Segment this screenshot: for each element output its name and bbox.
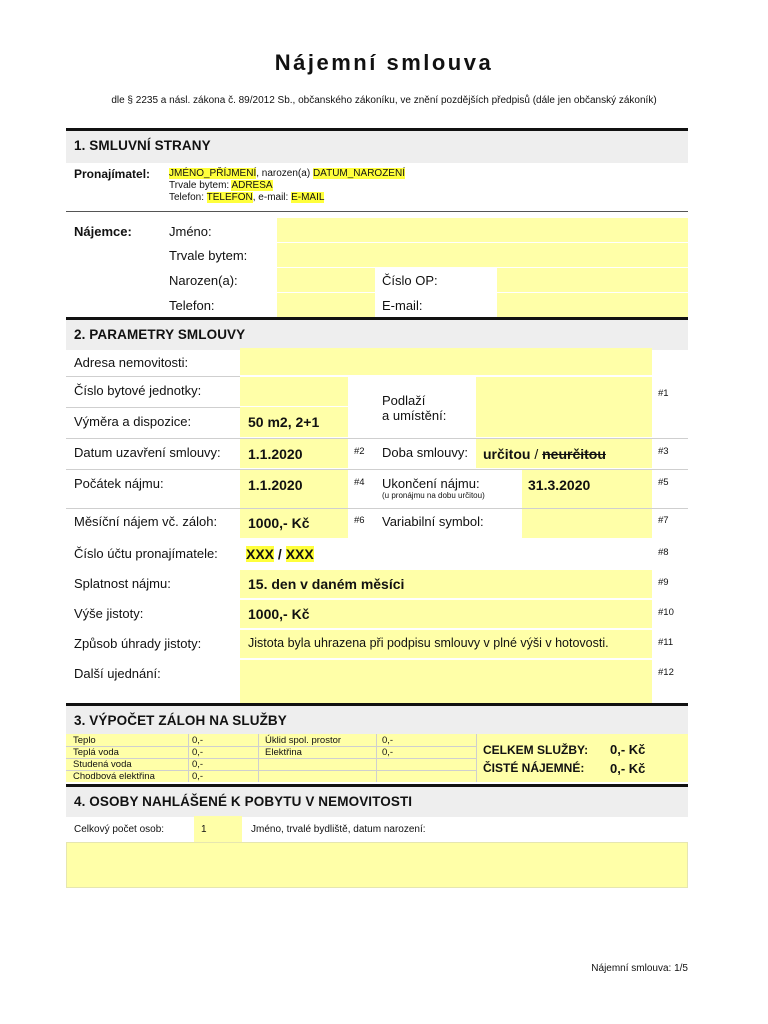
rent-value: 1000,- Kč <box>248 515 310 531</box>
divider <box>376 734 377 782</box>
vs-field[interactable] <box>522 509 652 538</box>
unit-number-field[interactable] <box>240 377 348 406</box>
end-value: 31.3.2020 <box>528 477 591 493</box>
divider <box>66 376 240 377</box>
tenant-phone-label: Telefon: <box>169 298 215 313</box>
sign-date-label: Datum uzavření smlouvy: <box>74 445 221 460</box>
service-value[interactable]: 0,- <box>192 747 204 758</box>
term-label: Doba smlouvy: <box>382 445 468 460</box>
service-value[interactable]: 0,- <box>382 735 394 746</box>
ref-4: #4 <box>354 477 365 488</box>
persons-count-label: Celkový počet osob: <box>74 824 165 835</box>
section-1-heading: 1. SMLUVNÍ STRANY <box>66 128 688 163</box>
landlord-birth-placeholder[interactable]: DATUM_NAROZENÍ <box>312 168 405 179</box>
end-note: (u pronájmu na dobu určitou) <box>382 491 485 500</box>
start-label: Počátek nájmu: <box>74 476 164 491</box>
tenant-address-field[interactable] <box>277 243 688 267</box>
persons-names-label: Jméno, trvalé bydliště, datum narození: <box>251 824 426 835</box>
page-subtitle: dle § 2235 a násl. zákona č. 89/2012 Sb., občanského zákoníku, ve znění pozdějších předpisů (dále jen občanský zákoník) <box>111 95 657 106</box>
service-value[interactable]: 0,- <box>382 747 394 758</box>
landlord-address-placeholder[interactable]: ADRESA <box>231 180 273 191</box>
area-value: 50 m2, 2+1 <box>248 414 320 430</box>
service-value[interactable]: 0,- <box>192 759 204 770</box>
divider <box>258 734 259 782</box>
tenant-address-label: Trvale bytem: <box>169 248 248 263</box>
sign-date-value: 1.1.2020 <box>248 446 303 462</box>
ref-12: #12 <box>658 667 674 678</box>
tenant-born-label: Narozen(a): <box>169 273 238 288</box>
tenant-id-label: Číslo OP: <box>382 273 438 288</box>
ref-2: #2 <box>354 446 365 457</box>
account-value: XXX / XXX <box>246 546 314 562</box>
persons-names-field[interactable] <box>66 842 688 888</box>
ref-6: #6 <box>354 515 365 526</box>
section-3-heading: 3. VÝPOČET ZÁLOH NA SLUŽBY <box>66 703 688 736</box>
ref-7: #7 <box>658 515 669 526</box>
floor-field[interactable] <box>476 377 652 437</box>
section-2-heading: 2. PARAMETRY SMLOUVY <box>66 317 688 350</box>
divider <box>476 734 477 782</box>
landlord-details: JMÉNO_PŘÍJMENÍ, narozen(a) DATUM_NAROZENÍ Trvale bytem: ADRESA Telefon: TELEFON, e-mail: E-MAIL <box>169 168 405 203</box>
floor-label: Podlaží a umístění: <box>382 393 447 423</box>
deposit-pay-value: Jistota byla uhrazena při podpisu smlouvy v plné výši v hotovosti. <box>248 636 609 650</box>
ref-9: #9 <box>658 577 669 588</box>
tenant-email-label: E-mail: <box>382 298 423 313</box>
page-footer: Nájemní smlouva: 1/5 <box>591 963 688 974</box>
due-value: 15. den v daném měsíci <box>248 576 405 592</box>
ref-1: #1 <box>658 388 669 399</box>
persons-count-value: 1 <box>201 824 207 835</box>
divider <box>66 407 240 408</box>
divider <box>66 211 688 212</box>
end-label: Ukončení nájmu: <box>382 476 480 491</box>
rent-label: Měsíční nájem vč. záloh: <box>74 514 218 529</box>
ref-5: #5 <box>658 477 669 488</box>
landlord-name-placeholder[interactable]: JMÉNO_PŘÍJMENÍ <box>169 168 257 179</box>
landlord-email-placeholder[interactable]: E-MAIL <box>291 192 325 203</box>
deposit-pay-label: Způsob úhrady jistoty: <box>74 636 202 651</box>
property-address-field[interactable] <box>240 348 652 375</box>
deposit-value: 1000,- Kč <box>248 606 310 622</box>
service-name: Teplo <box>73 735 96 746</box>
tenant-born-field[interactable] <box>277 268 375 292</box>
account-label: Číslo účtu pronajímatele: <box>74 546 218 561</box>
ref-8: #8 <box>658 547 669 558</box>
other-field[interactable] <box>240 660 652 704</box>
service-value[interactable]: 0,- <box>192 735 204 746</box>
tenant-name-label: Jméno: <box>169 224 212 239</box>
term-value: určitou / neurčitou <box>483 446 606 462</box>
landlord-label: Pronajímatel: <box>74 167 151 181</box>
service-name: Studená voda <box>73 759 132 770</box>
section-4-heading: 4. OSOBY NAHLÁŠENÉ K POBYTU V NEMOVITOSTI <box>66 784 688 817</box>
total-label: CELKEM SLUŽBY: <box>483 743 589 757</box>
ref-11: #11 <box>658 637 674 648</box>
ref-3: #3 <box>658 446 669 457</box>
tenant-label: Nájemce: <box>74 224 132 239</box>
due-label: Splatnost nájmu: <box>74 576 171 591</box>
vs-label: Variabilní symbol: <box>382 514 484 529</box>
other-label: Další ujednání: <box>74 666 161 681</box>
tenant-id-field[interactable] <box>497 268 688 292</box>
ref-10: #10 <box>658 607 674 618</box>
service-name: Chodbová elektřina <box>73 771 155 782</box>
deposit-label: Výše jistoty: <box>74 606 144 621</box>
tenant-name-field[interactable] <box>277 218 688 242</box>
net-value: 0,- Kč <box>610 761 646 776</box>
tenant-email-field[interactable] <box>497 293 688 317</box>
page-title: Nájemní smlouva <box>274 50 494 75</box>
landlord-phone-placeholder[interactable]: TELEFON <box>206 192 253 203</box>
service-value[interactable]: 0,- <box>192 771 204 782</box>
service-name: Teplá voda <box>73 747 119 758</box>
start-value: 1.1.2020 <box>248 477 303 493</box>
service-name: Úklid spol. prostor <box>265 735 342 746</box>
area-label: Výměra a dispozice: <box>74 414 192 429</box>
service-name: Elektřina <box>265 747 302 758</box>
unit-number-label: Číslo bytové jednotky: <box>74 383 202 398</box>
net-label: ČISTÉ NÁJEMNÉ: <box>483 761 585 775</box>
tenant-phone-field[interactable] <box>277 293 375 317</box>
total-value: 0,- Kč <box>610 742 646 757</box>
property-address-label: Adresa nemovitosti: <box>74 355 189 370</box>
divider <box>188 734 189 782</box>
